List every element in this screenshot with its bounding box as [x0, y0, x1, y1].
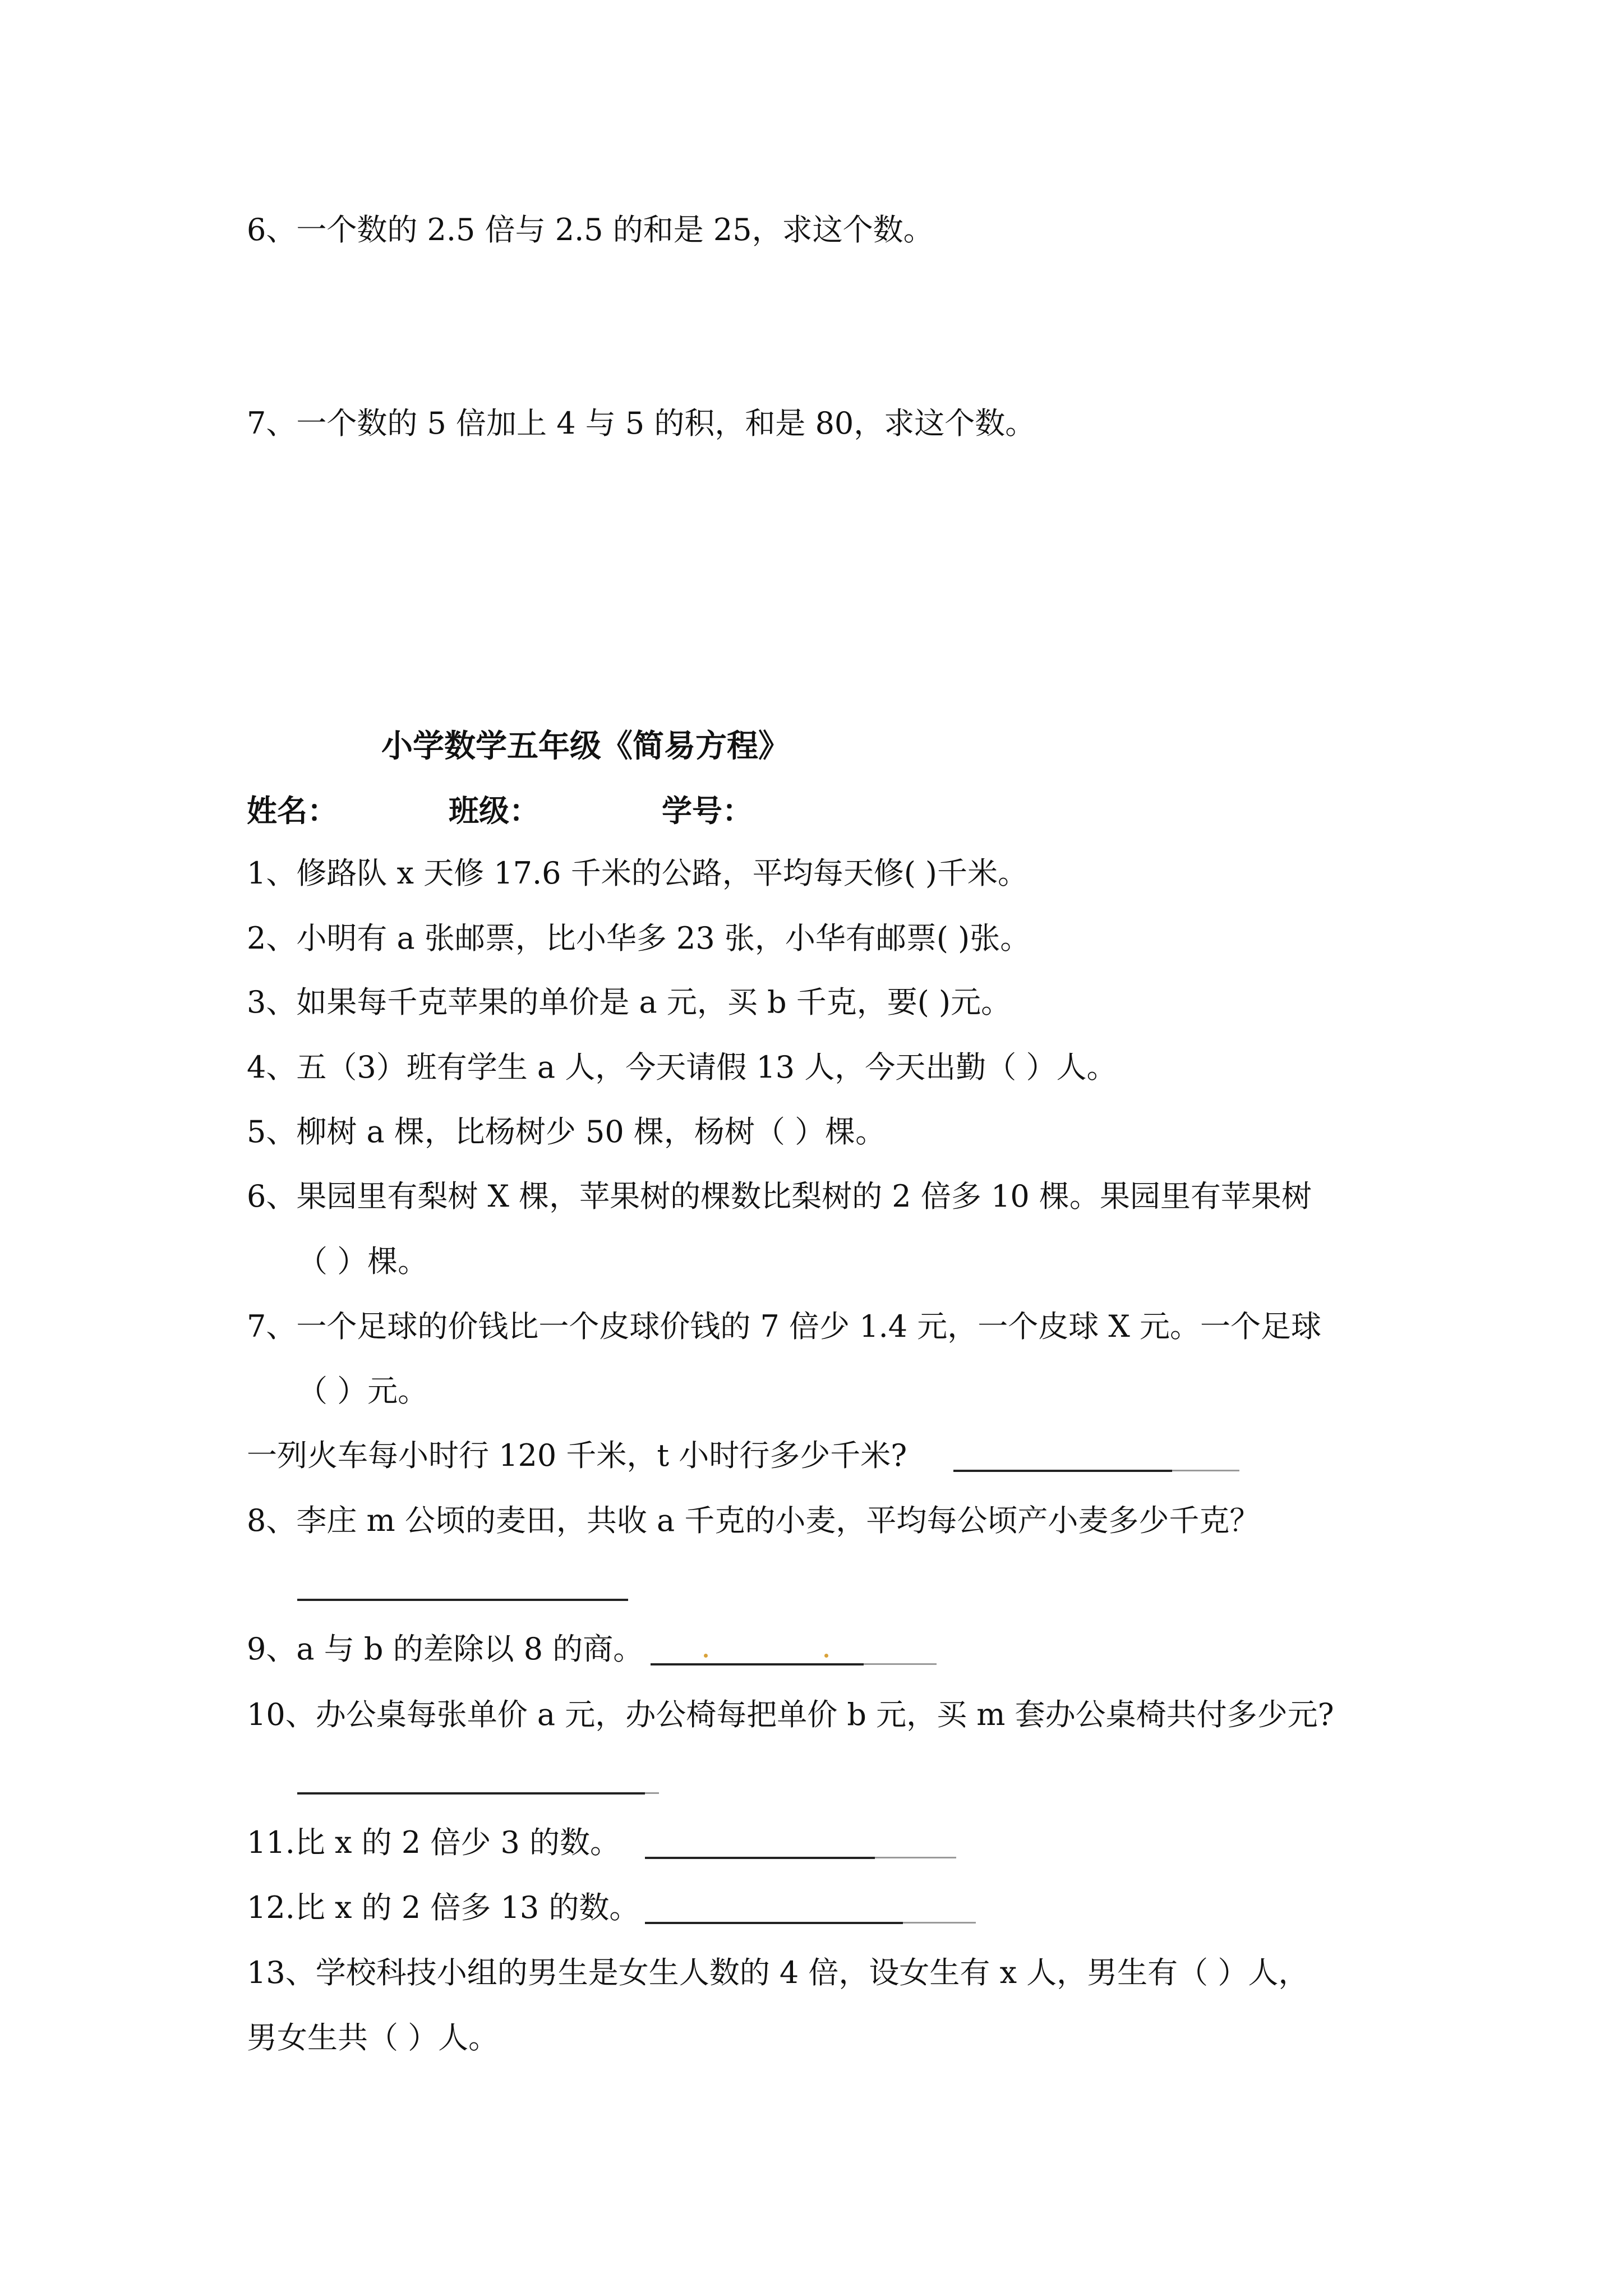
train-question: 一列火车每小时行 120 千米，t 小时行多少千米? — [247, 1438, 907, 1473]
answer-line-q9 — [651, 1663, 864, 1665]
question-7-line-2: （ ）元。 — [297, 1373, 428, 1409]
answer-line-q12 — [645, 1922, 903, 1924]
question-8: 8、李庄 m 公顷的麦田，共收 a 千克的小麦，平均每公顷产小麦多少千克？ — [247, 1503, 1260, 1538]
ink-dot — [704, 1654, 708, 1658]
answer-line-q9-extension — [864, 1663, 937, 1665]
ink-dot — [824, 1654, 828, 1658]
question-2: 2、小明有 a 张邮票，比小华多 23 张，小华有邮票( )张。 — [247, 921, 1031, 956]
problem-6-top: 6、一个数的 2.5 倍与 2.5 的和是 25，求这个数。 — [247, 212, 934, 247]
answer-line-train — [953, 1470, 1172, 1472]
answer-line-train-extension — [1172, 1470, 1239, 1471]
question-7-line-1: 7、一个足球的价钱比一个皮球价钱的 7 倍少 1.4 元，一个皮球 X 元。一个足球 — [247, 1309, 1322, 1344]
question-1: 1、修路队 x 天修 17.6 千米的公路，平均每天修( )千米。 — [247, 855, 1029, 891]
answer-line-q8 — [297, 1599, 628, 1601]
name-label: 姓名： — [247, 793, 338, 829]
answer-line-q12-extension — [903, 1922, 976, 1924]
question-5: 5、柳树 a 棵，比杨树少 50 棵，杨树（ ）棵。 — [247, 1114, 886, 1149]
question-13-line-1: 13、学校科技小组的男生是女生人数的 4 倍，设女生有 x 人，男生有（ ）人， — [247, 1955, 1309, 1990]
student-info-row — [247, 791, 753, 830]
answer-line-q10 — [297, 1792, 645, 1795]
question-13-line-2: 男女生共（ ）人。 — [247, 2020, 499, 2055]
worksheet-title: 小学数学五年级《简易方程》 — [381, 728, 790, 765]
question-6-line-1: 6、果园里有梨树 X 棵，苹果树的棵数比梨树的 2 倍多 10 棵。果园里有苹果树 — [247, 1179, 1312, 1214]
question-12: 12.比 x 的 2 倍多 13 的数。 — [247, 1890, 640, 1925]
class-label: 班级： — [449, 793, 540, 829]
student-number-label: 学号： — [662, 793, 753, 829]
answer-line-q11 — [645, 1857, 875, 1859]
answer-line-q10-extension — [645, 1792, 659, 1794]
answer-line-q11-extension — [875, 1857, 956, 1858]
question-9: 9、a 与 b 的差除以 8 的商。 — [247, 1631, 644, 1667]
problem-7-top: 7、一个数的 5 倍加上 4 与 5 的积，和是 80，求这个数。 — [247, 406, 1036, 441]
question-11: 11.比 x 的 2 倍少 3 的数。 — [247, 1825, 621, 1860]
question-6-line-2: （ ）棵。 — [297, 1244, 428, 1279]
question-10: 10、办公桌每张单价 a 元，办公椅每把单价 b 元，买 m 套办公桌椅共付多少元? — [247, 1697, 1334, 1732]
question-4: 4、五（3）班有学生 a 人，今天请假 13 人，今天出勤（ ）人。 — [247, 1050, 1117, 1085]
question-3: 3、如果每千克苹果的单价是 a 元，买 b 千克，要( )元。 — [247, 984, 1012, 1020]
